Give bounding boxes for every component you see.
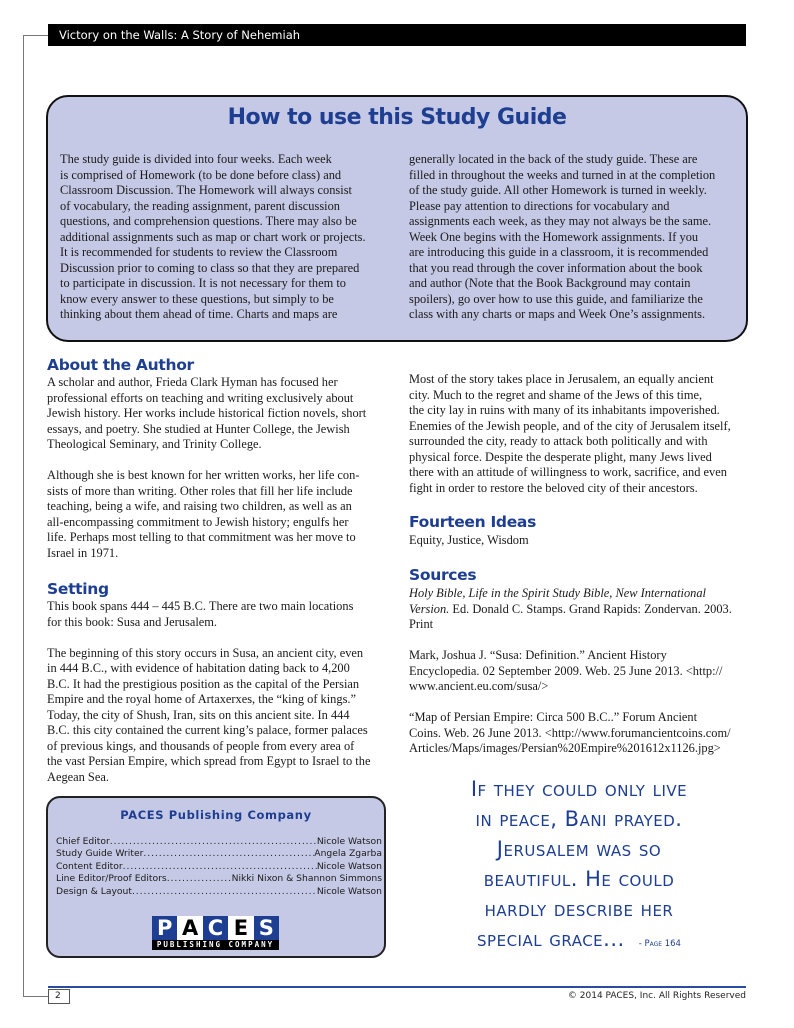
source-entry — [409, 710, 731, 757]
source-details-cont: Print — [409, 617, 434, 631]
text-line: Today, the city of Shush, Iran, sits on this ancient site. In 444 — [47, 707, 350, 722]
setting-text — [47, 599, 370, 785]
logo-letter: P — [152, 916, 177, 940]
text-line: Empire and the royal home of Artaxerxes, the “king of kings.” — [47, 692, 356, 706]
paces-logo — [152, 916, 279, 950]
study-guide-left-column — [60, 152, 366, 323]
text-line: Week One begins with the Homework assignments. If you — [409, 229, 699, 244]
setting-continued-text — [409, 372, 731, 496]
text-line: professional efforts on teaching and writing exclusively about — [47, 390, 354, 405]
about-author-text — [47, 375, 366, 561]
text-line: Please pay attention to directions for vocabulary and — [409, 198, 670, 213]
text-line: Enemies of the Jewish people, and of the city of Jerusalem itself, — [409, 418, 731, 433]
credits-list — [56, 836, 382, 898]
text-line: physical force. Despite the desperate plight, many Jews lived — [409, 449, 712, 464]
text-line: in 444 B.C., with evidence of habitation dating back to 4,200 — [47, 661, 350, 675]
text-line: Most of the story takes place in Jerusalem, an equally ancient — [409, 372, 714, 386]
credit-name: Nicole Watson — [316, 860, 382, 872]
text-line: and author (Note that the Book Background may contain — [409, 276, 691, 290]
source-entry — [409, 648, 722, 695]
text-line: Theological Seminary, and Trinity College. — [47, 437, 262, 451]
credit-row — [56, 848, 382, 860]
credit-name: Nicole Watson — [316, 836, 382, 847]
credit-role: Chief Editor — [56, 836, 110, 847]
source-line: Coins. Web. 26 June 2013. <http://www.forumancientcoins.com/ — [409, 725, 731, 740]
quote-line: in peace, Bani prayed. — [475, 807, 683, 831]
source-link: Articles/Maps/images/Persian%20Empire%201612x1126.jpg> — [409, 741, 721, 755]
credit-role: Study Guide Writer — [56, 848, 144, 860]
text-line: thinking about them ahead of time. Charts and maps are — [60, 307, 338, 321]
text-line: class with any charts or maps and Week One’s assignments. — [409, 307, 706, 321]
text-line: essays, and poetry. She studied at Hunter College, the Jewish — [47, 421, 350, 436]
source-line: “Map of Persian Empire: Circa 500 B.C..” Forum Ancient — [409, 710, 698, 724]
study-guide-box — [46, 95, 748, 342]
text-line: fight in order to restore the beloved city of their ancestors. — [409, 480, 698, 495]
text-line: surrounded the city, ready to attack both politically and with — [409, 434, 708, 448]
study-guide-title: How to use this Study Guide — [227, 105, 567, 130]
footer-rule — [48, 986, 746, 988]
credits-box — [46, 796, 386, 958]
source-title-cont: Version. — [409, 601, 450, 616]
text-line: It is recommended for students to review the Classroom — [60, 245, 338, 259]
quote-reference: - Page 164 — [638, 939, 681, 949]
logo-letter: C — [203, 916, 228, 940]
quote-line: hardly describe her — [484, 897, 674, 921]
credit-row — [56, 873, 382, 885]
text-line: the vast Persian Empire, which spread from Egypt to Israel to the — [47, 754, 371, 768]
setting-heading: Setting — [47, 580, 109, 598]
text-line: spoilers), go over how to use this guide, and familiarize the — [409, 291, 703, 306]
credit-name: Nikki Nixon & Shannon Simmons — [231, 873, 382, 885]
source-details: Ed. Donald C. Stamps. Grand Rapids: Zondervan. 2003. — [449, 601, 732, 616]
page-number: 2 — [48, 989, 70, 1004]
text-line: is comprised of Homework (to be done before class) and — [60, 167, 342, 182]
pull-quote — [404, 774, 754, 959]
text-line: additional assignments such as map or chart work or projects. — [60, 229, 366, 244]
quote-line: Jerusalem was so — [496, 837, 662, 861]
text-line: for this book: Susa and Jerusalem. — [47, 614, 218, 629]
logo-letter: S — [254, 916, 279, 940]
text-line: The study guide is divided into four weeks. Each week — [60, 152, 332, 166]
text-line: assignments each week, as they may not always be the same. — [409, 214, 712, 228]
text-line: Israel in 1971. — [47, 545, 119, 560]
credit-row — [56, 861, 382, 873]
source-entry — [409, 586, 732, 633]
about-author-heading: About the Author — [47, 356, 194, 374]
logo-letter: A — [177, 916, 202, 940]
text-line — [47, 453, 366, 469]
text-line: teaching, being a wife, and raising two children, as well as an — [47, 499, 352, 513]
text-line: all-encompassing commitment to Jewish history; engulfs her — [47, 514, 349, 529]
text-line: A scholar and author, Frieda Clark Hyman has focused her — [47, 375, 338, 389]
text-line: Jewish history. Her works include historical fiction novels, short — [47, 406, 367, 420]
text-line: of previous kings, and thousands of people from every area of — [47, 738, 355, 753]
source-link: www.ancient.eu.com/susa/> — [409, 679, 549, 693]
quote-line: special grace... — [477, 927, 625, 951]
text-line: city. Much to the regret and shame of the Jews of this time, — [409, 387, 703, 402]
source-line: Mark, Joshua J. “Susa: Definition.” Ancient History — [409, 648, 667, 662]
text-line: life. Perhaps most telling to that commitment was her move to — [47, 530, 356, 544]
logo-subtitle: PUBLISHING COMPANY — [152, 940, 279, 950]
text-line: sists of more than writing. Other roles that fill her life include — [47, 483, 353, 498]
text-line: the city lay in ruins with many of its inhabitants impoverished. — [409, 403, 720, 417]
footer-tick — [23, 996, 48, 997]
copyright: © 2014 PACES, Inc. All Rights Reserved — [567, 991, 746, 1001]
credit-role: Design & Layout — [56, 885, 132, 897]
text-line — [47, 630, 370, 646]
text-line: generally located in the back of the study guide. These are — [409, 152, 698, 166]
text-line: The beginning of this story occurs in Susa, an ancient city, even — [47, 645, 364, 660]
credit-row — [56, 886, 382, 898]
credit-role: Content Editor — [56, 860, 123, 872]
text-line: B.C. this city contained the current king’s palace, former palaces — [47, 723, 368, 737]
text-line: know every answer to these questions, but simply to be — [60, 291, 334, 306]
credit-name: Nicole Watson — [316, 885, 382, 897]
text-line: B.C. It had the prestigious position as the capital of the Persian — [47, 676, 360, 691]
logo-letter: E — [228, 916, 253, 940]
quote-line: If they could only live — [470, 777, 688, 801]
source-title: Holy Bible, Life in the Spirit Study Bible, New International — [409, 586, 706, 600]
fourteen-ideas-text: Equity, Justice, Wisdom — [409, 533, 529, 547]
text-line: are introducing this guide in a classroom, it is recommended — [409, 245, 709, 259]
credit-name: Angela Zgarba — [314, 848, 382, 860]
margin-rule — [23, 35, 24, 997]
fourteen-ideas-block — [409, 533, 529, 549]
credit-row — [56, 836, 382, 848]
sources-heading: Sources — [409, 566, 477, 584]
credits-title: PACES Publishing Company — [120, 808, 312, 822]
text-line: of the study guide. All other Homework is turned in weekly. — [409, 183, 707, 197]
text-line: questions, and comprehension questions. There may also be — [60, 214, 357, 228]
source-line: Encyclopedia. 02 September 2009. Web. 25 June 2013. <http:// — [409, 663, 723, 678]
study-guide-right-column — [409, 152, 715, 323]
text-line: filled in throughout the weeks and turned in at the completion — [409, 167, 716, 182]
fourteen-ideas-heading: Fourteen Ideas — [409, 513, 537, 531]
text-line: of vocabulary, the reading assignment, parent discussion — [60, 198, 340, 213]
text-line: Aegean Sea. — [47, 769, 109, 784]
text-line: Discussion prior to coming to class so that they are prepared — [60, 260, 360, 275]
quote-line: beautiful. He could — [483, 867, 675, 891]
margin-rule-top — [23, 35, 48, 36]
text-line: there with an attitude of willingness to work, sacrifice, and even — [409, 465, 727, 479]
text-line: This book spans 444 – 445 B.C. There are two main locations — [47, 599, 354, 613]
text-line: to participate in discussion. It is not necessary for them to — [60, 276, 346, 290]
text-line: Although she is best known for her written works, her life con- — [47, 468, 360, 482]
running-header: Victory on the Walls: A Story of Nehemiah — [48, 24, 746, 46]
text-line: Classroom Discussion. The Homework will always consist — [60, 183, 352, 197]
credit-role: Line Editor/Proof Editors — [56, 873, 167, 885]
text-line: that you read through the cover information about the book — [409, 260, 703, 275]
